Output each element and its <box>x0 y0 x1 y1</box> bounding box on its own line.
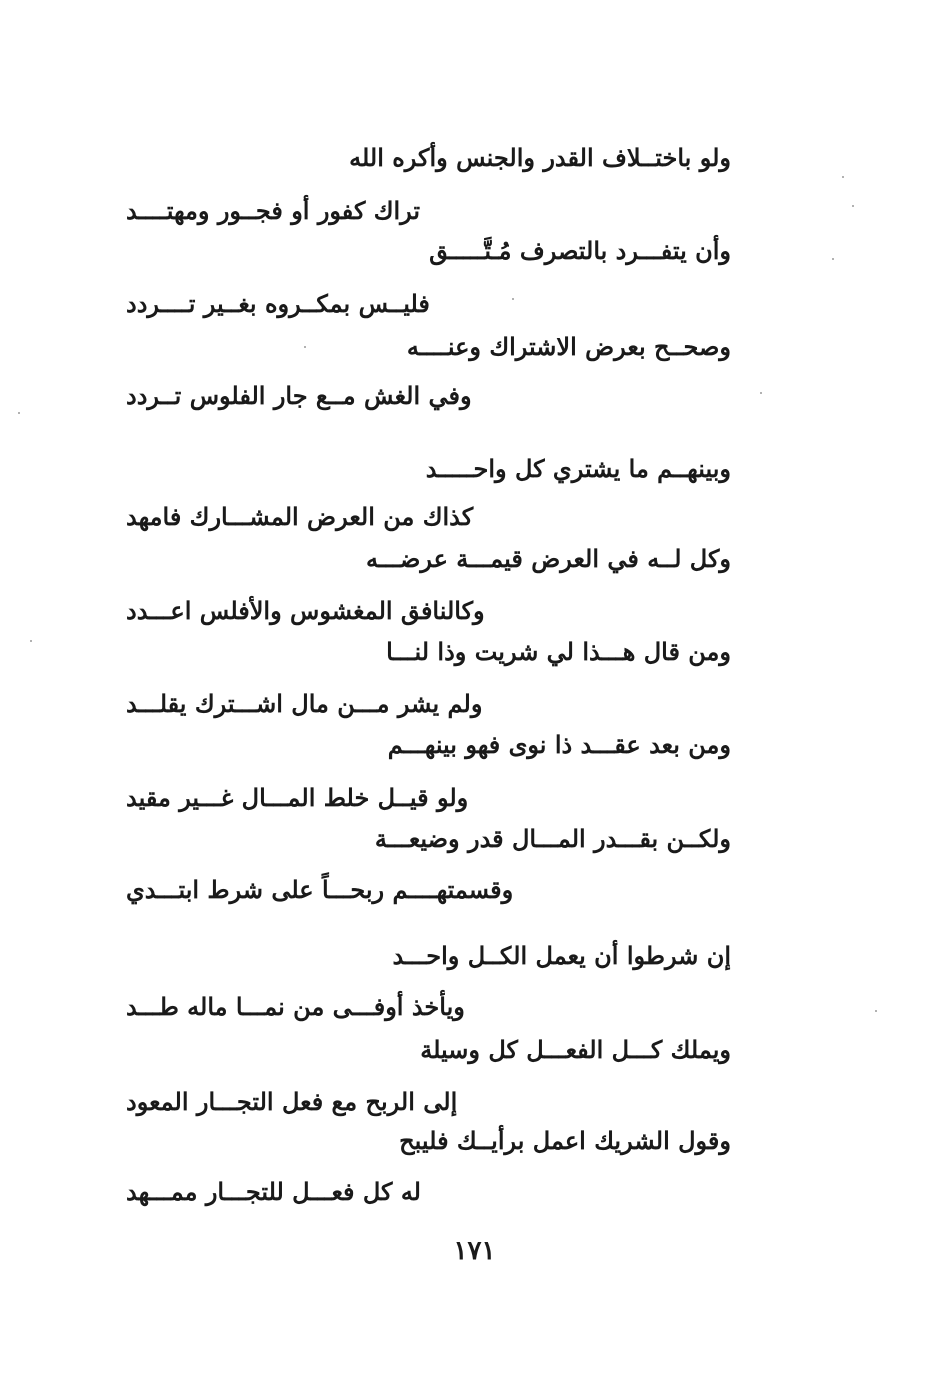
verse-line: تراك كفور أو فجــور ومهتــــد <box>126 196 421 225</box>
verse-line: ومن بعد عقـــد ذا نوى فهو بينهـــم <box>387 730 731 759</box>
verse-line: إلى الربح مع فعل التجـــار المعود <box>126 1087 458 1116</box>
verse-line: ولكــن بقـــدر المـــال قدر وضيعـــة <box>374 824 731 853</box>
scan-speck <box>512 298 514 300</box>
verse-line: له كل فعـــل للتجـــار ممـــهد <box>126 1177 421 1206</box>
verse-line: وكل لــه في العرض قيمـــة عرضـــه <box>366 544 731 573</box>
verse-line: فليــس بمكــروه بغــير تــــردد <box>126 289 430 318</box>
verse-line: وقول الشريك اعمل برأيــك فليبح <box>399 1126 731 1155</box>
verse-line: وقسمتهــــم ربحـــاً على شرط ابتـــدي <box>126 875 514 904</box>
verse-line: ويملك كـــل الفعـــل كل وسيلة <box>420 1035 731 1064</box>
verse-line: ولو باختــلاف القدر والجنس وأكره الله <box>349 143 731 172</box>
scan-speck <box>842 176 844 178</box>
verse-line: وفي الغش مــع جار الفلوس تــردد <box>126 381 472 410</box>
verse-line: إن شرطوا أن يعمل الكــل واحـــد <box>392 941 731 970</box>
scan-speck <box>875 1010 877 1012</box>
page-number: ١٧١ <box>453 1236 496 1266</box>
verse-line: وكالنافق المغشوس والأفلس اعـــدد <box>126 596 485 625</box>
verse-line: وأن يتفـــرد بالتصرف مُـتَّـــــق <box>429 236 731 265</box>
scan-speck <box>18 412 20 414</box>
verse-line: ولم يشر مـــن مال اشـــترك يقلـــد <box>126 689 483 718</box>
verse-line: وصحــح بعرض الاشتراك وعنــــه <box>406 332 731 361</box>
verse-line: وبينهــم ما يشتري كل واحـــــد <box>425 454 731 483</box>
scan-speck <box>852 205 854 207</box>
scan-speck <box>832 258 834 260</box>
scan-speck <box>304 346 306 348</box>
scan-speck <box>30 640 32 642</box>
scan-speck <box>760 392 762 394</box>
verse-line: ويأخذ أوفـــى من نمـــا ماله طـــد <box>126 992 465 1021</box>
verse-line: ومن قال هـــذا لي شريت وذا لنـــا <box>386 637 731 666</box>
verse-line: كذاك من العرض المشـــارك فامهد <box>126 502 474 531</box>
verse-line: ولو قيــل خلط المـــال غـــير مقيد <box>126 783 469 812</box>
